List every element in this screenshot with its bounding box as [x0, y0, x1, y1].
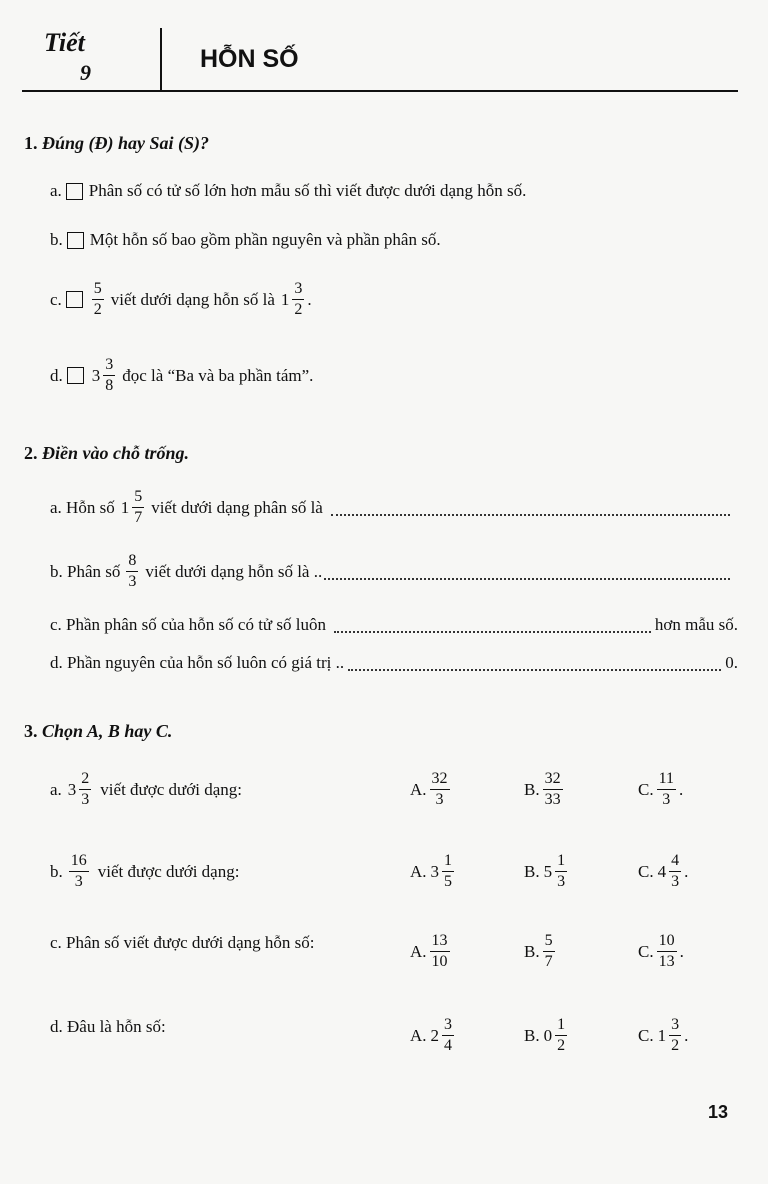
lesson-label: Tiết: [44, 28, 85, 57]
fraction: $\frac{3}{4}$: [444, 1016, 453, 1054]
answer-checkbox[interactable]: [67, 367, 84, 384]
s3c-option-b[interactable]: B. $\frac{5}{7}$: [524, 932, 553, 970]
section3-heading: 3. Chọn A, B hay C.: [24, 721, 173, 741]
s3a-option-c[interactable]: C. $\frac{11}{3}$ .: [638, 770, 684, 808]
header-divider: [160, 28, 162, 90]
fraction: $\frac{3}{8}$: [105, 356, 114, 394]
page-number: 13: [707, 1102, 728, 1122]
s1-item-c: c. $\frac{5}{2}$ viết dưới dạng hỗn số là 1 $\frac{3}{2}$ .: [50, 280, 312, 318]
s3-item-c: c. Phân số viết được dưới dạng hỗn số:: [50, 933, 315, 952]
fraction: $\frac{32}{33}$: [544, 770, 561, 808]
s3-item-b: b. $\frac{16}{3}$ viết được dưới dạng:: [50, 852, 240, 890]
fraction: $\frac{5}{7}$: [544, 932, 553, 970]
s1-item-a: a. Phân số có tử số lớn hơn mẫu số thì viết được dưới dạng hỗn số.: [50, 181, 527, 200]
fraction: $\frac{16}{3}$: [70, 852, 87, 890]
s2-item-d: d. Phần nguyên của hỗn số luôn có giá trị .. 0.: [50, 653, 738, 672]
s3c-option-c[interactable]: C. $\frac{10}{13}$ .: [638, 932, 684, 970]
s3d-option-b[interactable]: B. 0 $\frac{1}{2}$: [524, 1016, 566, 1054]
fraction: $\frac{1}{3}$: [557, 852, 566, 890]
s1-item-b: b. Một hỗn số bao gồm phần nguyên và phần phân số.: [50, 230, 441, 249]
s2-item-c: c. Phần phân số của hỗn số có tử số luôn hơn mẫu số.: [50, 615, 738, 634]
s3c-option-a[interactable]: A. $\frac{13}{10}$: [410, 932, 448, 970]
answer-checkbox[interactable]: [66, 291, 83, 308]
s3a-option-a[interactable]: A. $\frac{32}{3}$: [410, 770, 448, 808]
fill-in-blank[interactable]: [331, 500, 730, 516]
fraction: $\frac{13}{10}$: [431, 932, 448, 970]
fill-in-blank[interactable]: [334, 617, 651, 633]
section2-heading: 2. Điền vào chỗ trống.: [24, 443, 190, 463]
answer-checkbox[interactable]: [66, 183, 83, 200]
fraction: $\frac{5}{2}$: [93, 280, 102, 318]
fraction: $\frac{10}{13}$: [658, 932, 675, 970]
s3d-option-a[interactable]: A. 2 $\frac{3}{4}$: [410, 1016, 453, 1054]
s3b-option-a[interactable]: A. 3 $\frac{1}{5}$: [410, 852, 453, 890]
fraction: $\frac{1}{2}$: [557, 1016, 566, 1054]
s3b-option-c[interactable]: C. 4 $\frac{4}{3}$ .: [638, 852, 689, 890]
fill-in-blank[interactable]: [324, 564, 730, 580]
answer-checkbox[interactable]: [67, 232, 84, 249]
fraction: $\frac{11}{3}$: [658, 770, 674, 808]
page-title: HỖN SỐ: [200, 45, 299, 73]
fill-in-blank[interactable]: [348, 655, 721, 671]
header-rule: [22, 90, 738, 92]
fraction: $\frac{1}{5}$: [444, 852, 453, 890]
section1-heading: 1. Đúng (Đ) hay Sai (S)?: [24, 133, 210, 153]
s3a-option-b[interactable]: B. $\frac{32}{33}$: [524, 770, 561, 808]
fraction: $\frac{4}{3}$: [671, 852, 680, 890]
s3b-option-b[interactable]: B. 5 $\frac{1}{3}$: [524, 852, 566, 890]
s3-item-d: d. Đâu là hỗn số:: [50, 1017, 166, 1036]
s2-item-b: b. Phân số $\frac{8}{3}$ viết dưới dạng hỗn số là ..: [50, 552, 734, 591]
fraction: $\frac{3}{2}$: [294, 280, 303, 318]
fraction: $\frac{32}{3}$: [431, 770, 448, 808]
lesson-number: 9: [80, 60, 91, 85]
fraction: $\frac{3}{2}$: [671, 1016, 680, 1054]
s3d-option-c[interactable]: C. 1 $\frac{3}{2}$ .: [638, 1016, 689, 1054]
s1-item-d: d. 3 $\frac{3}{8}$ đọc là “Ba và ba phần tám”.: [50, 356, 314, 394]
fraction: $\frac{2}{3}$: [81, 770, 90, 808]
fraction: $\frac{5}{7}$: [134, 488, 143, 526]
fraction: $\frac{8}{3}$: [128, 552, 137, 590]
s3-item-a: a. 3 $\frac{2}{3}$ viết được dưới dạng:: [50, 770, 242, 808]
s2-item-a: a. Hỗn số 1 $\frac{5}{7}$ viết dưới dạng phân số là: [50, 488, 734, 527]
